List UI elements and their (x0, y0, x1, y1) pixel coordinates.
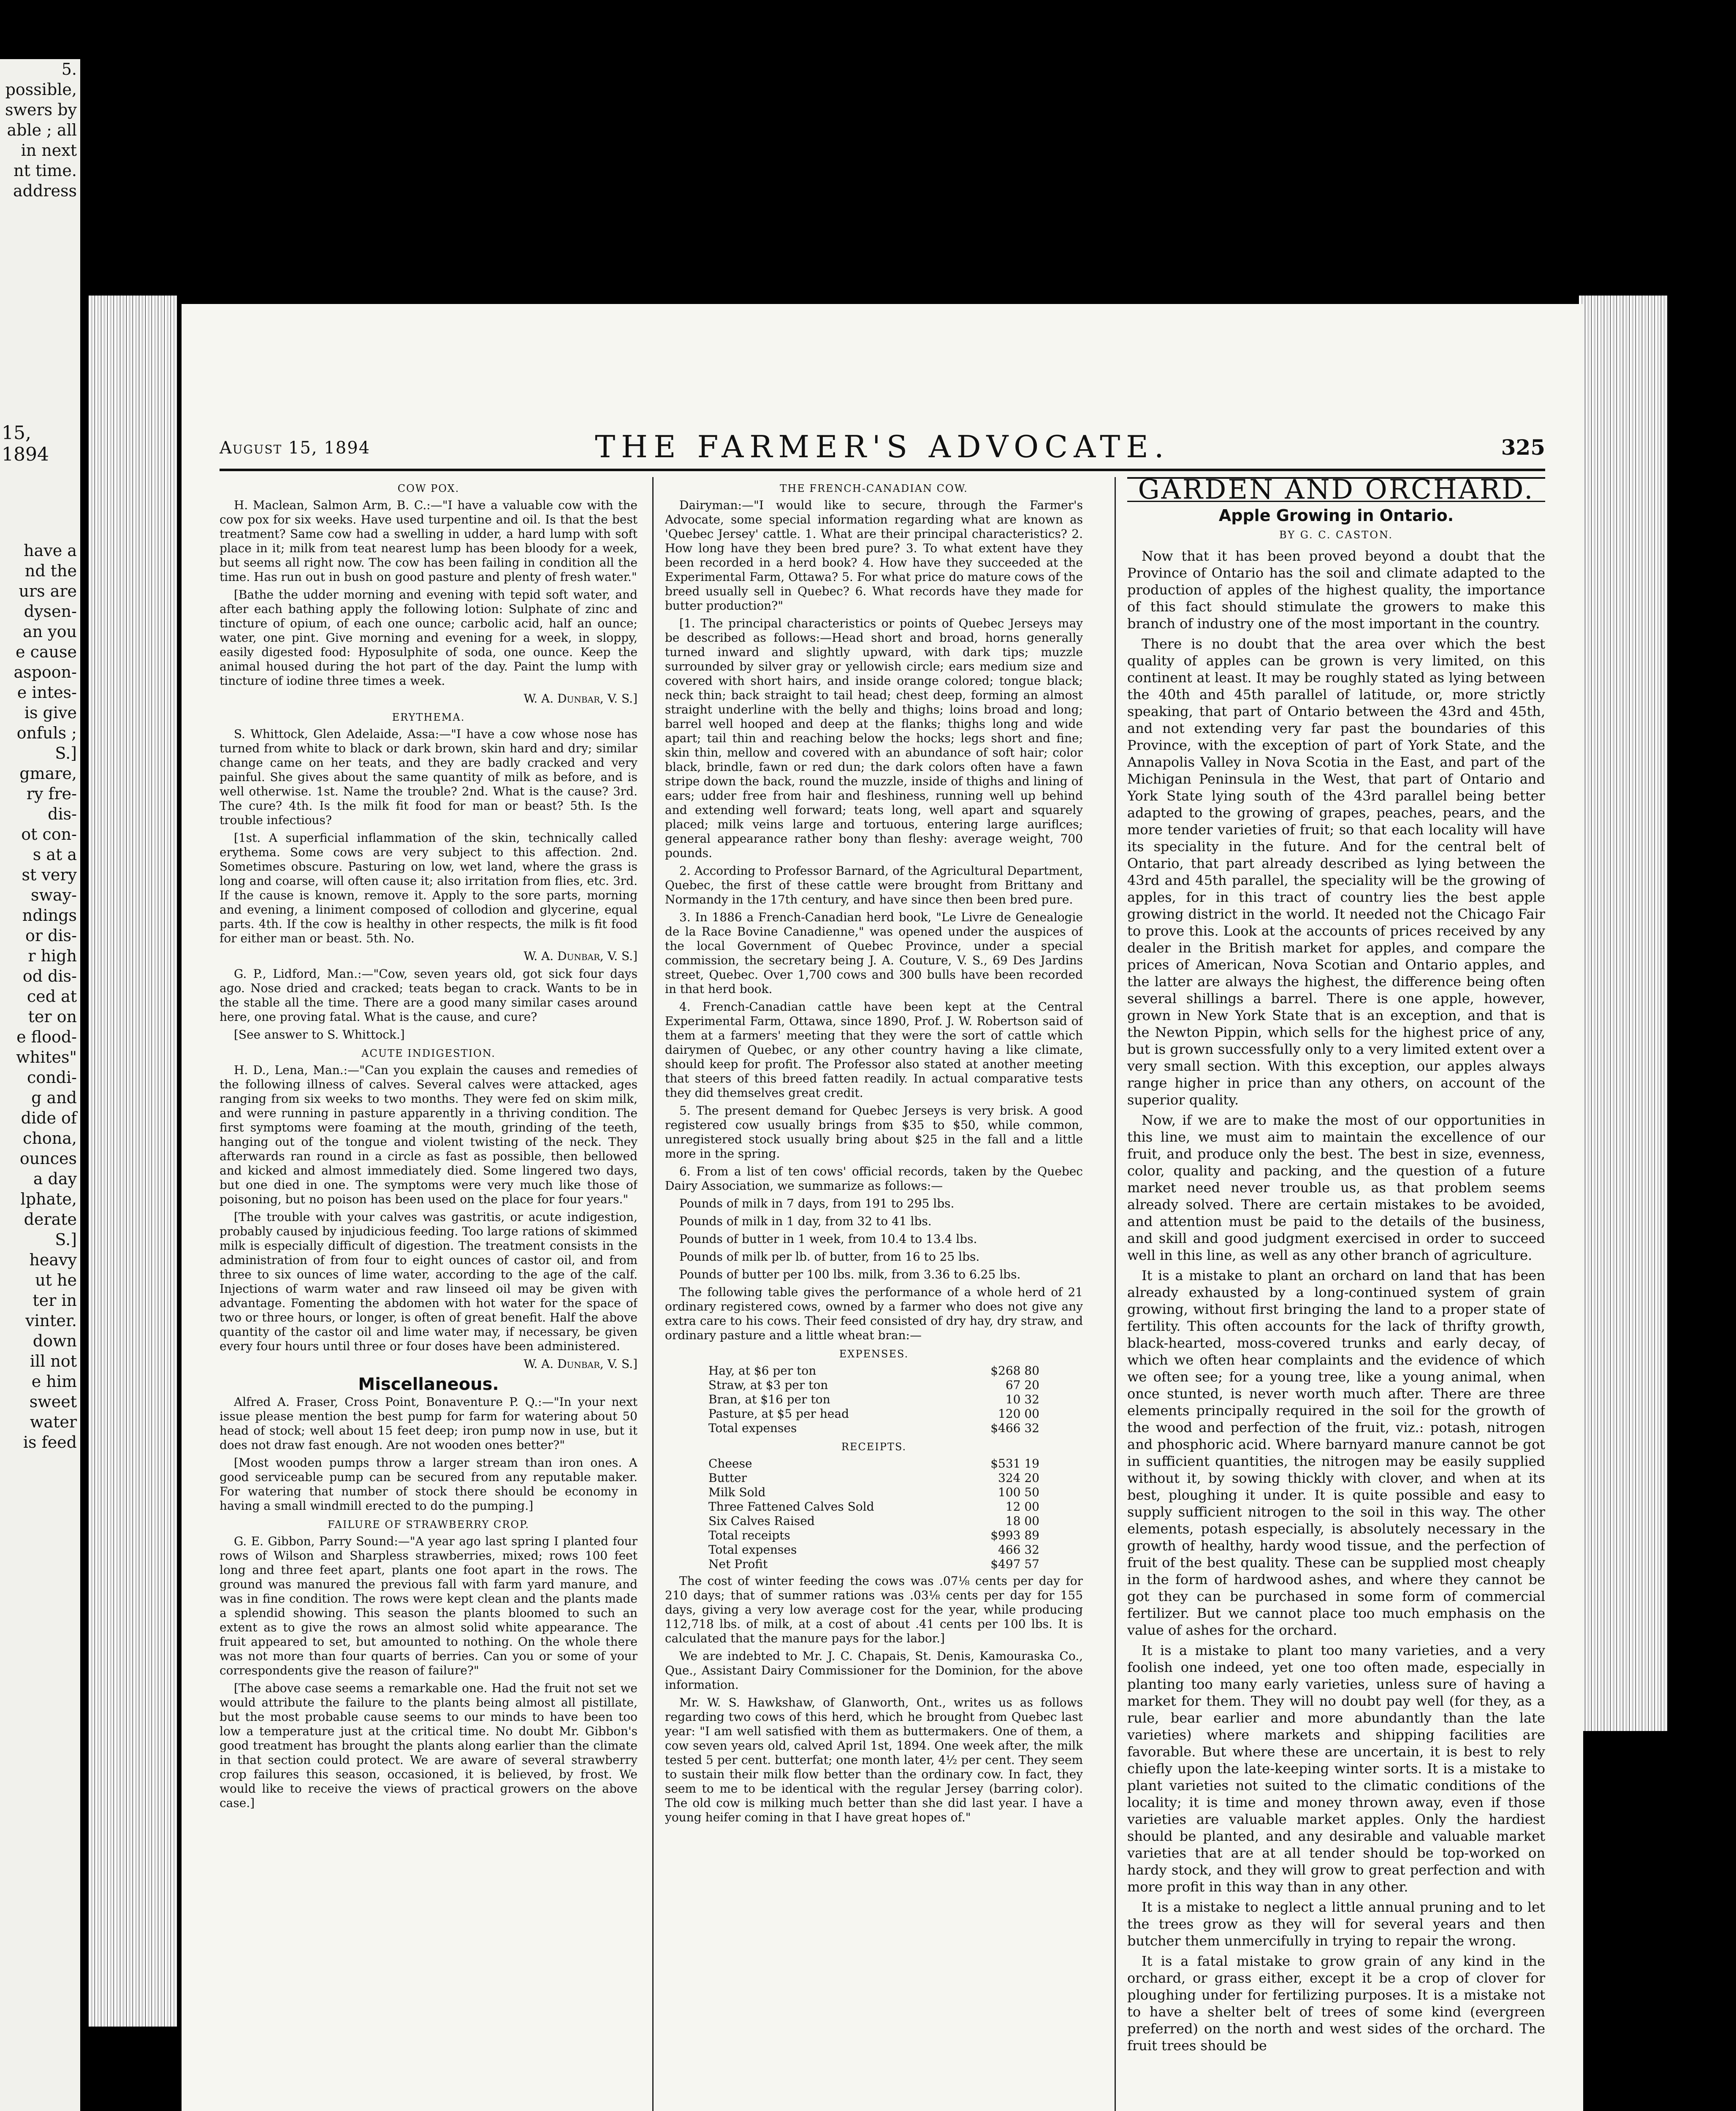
table-cell: Total receipts (708, 1528, 790, 1542)
strip-line: able ; all (7, 121, 77, 139)
strip-line: a day (33, 1169, 77, 1188)
book-page-edge-right (1579, 296, 1668, 1731)
paragraph: 2. According to Professor Barnard, of the Agricultural Department, Quebec, the first of these cattle were brought from Brittany and Normandy in the 17th century, and have since then been bred pure. (665, 864, 1083, 906)
heading-acute-indigestion: ACUTE INDIGESTION. (361, 1047, 496, 1059)
column-rule (652, 477, 654, 2111)
paragraph: Alfred A. Fraser, Cross Point, Bonaventure P. Q.:—"In your next issue please mention the best pump for farm for watering about 50 head of stock; well about 15 feet deep; iron pump now in use, but it does not draw fast enough. Are not wooden ones better?" (220, 1395, 637, 1452)
heading-miscellaneous: Miscellaneous. (358, 1375, 499, 1394)
heading-expenses: EXPENSES. (839, 1348, 909, 1360)
paragraph: S. Whittock, Glen Adelaide, Assa:—"I have a cow whose nose has turned from white to black or dark brown, skin hard and dry; similar change came on her teats, and they are badly cracked and very painful. She gives about the same quantity of milk as before, and is well otherwise. 1st. Name the trouble? 2nd. What is the cause? 3rd. The cure? 4th. Is the milk fit food for man or beast? 5th. Is the trouble infectious? (220, 727, 637, 827)
table-cell: 120 00 (998, 1407, 1039, 1421)
strip-date: 15, 1894 (2, 422, 49, 465)
table-cell: Total expenses (708, 1543, 797, 1557)
strip-line: g and (31, 1088, 77, 1107)
table-cell: $497 57 (990, 1557, 1039, 1571)
strip-line: address (13, 182, 77, 200)
table-row (707, 1543, 1041, 1557)
paragraph: It is a mistake to plant too many varieties, and a very foolish one indeed, yet one too often made, especially in planting too many early varieties, unless sure of having a market for them. They will no doubt pay well (for they, as a rule, bear earlier and more abundantly than the late varieties) where markets and shipping facilities are favorable. But where these are uncertain, it is best to rely chiefly upon the late-keeping winter sorts. It is a mistake to plant varieties not suited to the climatic conditions of the locality; it is time and money thrown away, even if those varieties are valuable market apples. Only the hardiest should be planted, and any desirable and valuable market varieties that are at all tender should be top-worked on hardy stock, and they will grow to great perfection and with more profit in this way than in any other. (1127, 1642, 1545, 1895)
strip-line: chona, (23, 1129, 77, 1148)
signature: W. A. Dunbar, V. S.] (524, 949, 637, 963)
strip-line: whites" (16, 1048, 77, 1066)
strip-line: ry fre- (26, 784, 77, 803)
strip-line: sweet (29, 1392, 77, 1411)
heading-strawberry: FAILURE OF STRAWBERRY CROP. (327, 1519, 529, 1530)
table-row (707, 1485, 1041, 1500)
column-2 (665, 477, 1083, 2111)
table-cell: Hay, at $6 per ton (708, 1364, 816, 1378)
strip-line: e him (31, 1372, 77, 1391)
strip-line: urs are (19, 582, 77, 600)
expenses-table (707, 1364, 1041, 1435)
strip-line: derate (24, 1210, 77, 1229)
strip-line: aspoon- (14, 663, 77, 681)
strip-line: s at a (33, 845, 77, 864)
table-cell: 10 32 (1005, 1392, 1039, 1406)
paragraph: It is a mistake to plant an orchard on land that has been already exhausted by a long-continued system of grain growing, without first bringing the land to a proper state of fertility. This often accounts for the lack of thrifty growth, black-hearted, moss-covered trunks and early decay, of which we often hear complaints and the evidence of which we often see; for a young tree, like a young animal, when once stunted, is never worth much after. There are three elements principally required in the soil for the growth of the wood and perfection of the fruit, viz.: potash, nitrogen and phosphoric acid. Where barnyard manure cannot be got in sufficient quantities, the nitrogen may be easily supplied without it, by sowing thickly with clover, and when at its best, ploughing it under. It is quite possible and easy to supply sufficient nitrogen to the soil in this way. The other elements, potash especially, is absolutely necessary in the growth of healthy, hardy wood tissue, and the perfection of fruit of the best quality. These can be supplied most cheaply in the form of hardwood ashes, and where they cannot be got they can be purchased in some form of commercial fertilizer. But we cannot place too much emphasis on the value of ashes for the orchard. (1127, 1267, 1545, 1638)
strip-line: gmare, (19, 764, 77, 783)
table-cell: Six Calves Raised (708, 1514, 815, 1528)
strip-line: vinter. (25, 1311, 77, 1330)
table-row (707, 1528, 1041, 1543)
table-row (707, 1421, 1041, 1435)
paragraph: [The trouble with your calves was gastritis, or acute indigestion, probably caused by injudicious feeding. Too large rations of skimmed milk is especially difficult of digestion. The treatment consists in the administration of from four to eight ounces of castor oil, and from three to six ounces of lime water, according to the age of the calf. Injections of warm water and raw linseed oil may be given with advantage. Fomenting the abdomen with hot water for the space of two or three hours, or longer, is often of great benefit. Half the above quantity of the castor oil and lime water may, if necessary, be given every four hours until three or four doses have been administered. (220, 1210, 637, 1353)
table-cell: 324 20 (998, 1471, 1039, 1485)
byline: BY G. C. CASTON. (1279, 529, 1393, 541)
paragraph: Now that it has been proved beyond a doubt that the Province of Ontario has the soil and climate adapted to the production of apples of the highest quality, the importance of this fact should stimulate the growers to make this branch of industry one of the most important in the country. (1127, 548, 1545, 632)
table-cell: $993 89 (990, 1528, 1039, 1542)
column-3 (1127, 477, 1545, 2111)
strip-line: water (30, 1413, 77, 1431)
paragraph: Now, if we are to make the most of our opportunities in this line, we must aim to maintain the excellence of our fruit, and produce only the best. The best in size, evenness, color, quality and packing, and the question of a future market need never trouble us, as that problem seems already solved. There are certain mistakes to be avoided, and attention must be paid to the details of the business, and skill and good judgment exercised in order to succeed well in this line, as well as any other branch of agriculture. (1127, 1112, 1545, 1263)
book-page-edge-left (89, 296, 177, 2027)
paragraph: G. P., Lidford, Man.:—"Cow, seven years old, got sick four days ago. Nose dried and cracked; teats began to crack. Wants to be in the stable all the time. There are a good many similar cases around here, one proving fatal. What is the cause, and cure? (220, 967, 637, 1024)
strip-line: lphate, (20, 1190, 77, 1208)
table-cell: 18 00 (1005, 1514, 1039, 1528)
strip-line: is feed (23, 1433, 77, 1452)
strip-line: ounces (19, 1149, 77, 1168)
strip-line: nt time. (14, 161, 77, 180)
table-cell: Pasture, at $5 per head (708, 1407, 849, 1421)
record-line: Pounds of butter per 100 lbs. milk, from 3.36 to 6.25 lbs. (679, 1267, 1021, 1281)
receipts-table (707, 1457, 1041, 1571)
heading-receipts: RECEIPTS. (841, 1441, 907, 1453)
record-line: Pounds of milk in 1 day, from 32 to 41 lbs. (679, 1214, 932, 1228)
paragraph: [1st. A superficial inflammation of the skin, technically called erythema. Some cows are very subject to this affection. 2nd. Sometimes obscure. Pasturing on low, wet land, where the grass is long and coarse, will often cause it; also irritation from flies, etc. 3rd. If the cause is known, remove it. Apply to the sore parts, morning and evening, a liniment composed of collodion and glycerine, equal parts. 4th. If the cow is healthy in other respects, the milk is fit food for either man or beast. 5th. No. (220, 831, 637, 945)
strip-line: have a (24, 541, 77, 560)
paragraph: It is a fatal mistake to grow grain of any kind in the orchard, or grass either, except it be a crop of clover for ploughing under for fertilizing purposes. It is a mistake not to have a shelter belt of trees of some kind (evergreen preferred) on the north and west sides of the orchard. The fruit trees should be (1127, 1953, 1545, 2054)
paragraph: G. E. Gibbon, Parry Sound:—"A year ago last spring I planted four rows of Wilson and Sharpless strawberries, mixed; rows 100 feet long and three feet apart, plants one foot apart in the rows. The ground was manured the previous fall with farm yard manure, and was in fine condition. The rows were kept clean and the plants made a splendid showing. This season the plants bloomed to such an extent as to give the rows an almost solid white appearance. The fruit appeared to set, but amounted to nothing. On the whole there was not more than four quarts of berries. Can you or some of your correspondents give the reason of failure?" (220, 1534, 637, 1677)
table-cell: Bran, at $16 per ton (708, 1392, 830, 1406)
table-cell: 466 32 (998, 1543, 1039, 1557)
strip-line: e flood- (16, 1028, 77, 1046)
table-cell: $531 19 (990, 1457, 1039, 1471)
table-row (707, 1471, 1041, 1485)
paragraph: The cost of winter feeding the cows was .07⅛ cents per day for 210 days; that of summer rations was .03⅛ cents per day for 155 days, giving a very low average cost for the year, while producing 112,718 lbs. of milk, at a cost of about .41 cents per 100 lbs. It is calculated that the manure pays for the labor.] (665, 1574, 1083, 1645)
page-number: 325 (1501, 435, 1545, 460)
heading-erythema: ERYTHEMA. (392, 711, 465, 723)
paragraph: [Most wooden pumps throw a larger stream than iron ones. A good serviceable pump can be secured from any reputable maker. For watering that number of stock there should be economy in having a small windmill erected to do the pumping.] (220, 1456, 637, 1513)
heading-cow-pox: COW POX. (397, 483, 460, 494)
article-title: Apple Growing in Ontario. (1218, 506, 1454, 525)
strip-line: onfuls ; (16, 724, 77, 742)
paragraph: We are indebted to Mr. J. C. Chapais, St. Denis, Kamouraska Co., Que., Assistant Dairy Commissioner for the Dominion, for the above information. (665, 1649, 1083, 1692)
strip-line: down (33, 1332, 77, 1350)
table-cell: Straw, at $3 per ton (708, 1378, 828, 1392)
record-line: Pounds of milk per lb. of butter, from 16 to 25 lbs. (679, 1250, 980, 1264)
table-row (707, 1407, 1041, 1421)
strip-line: swers by (5, 100, 77, 119)
table-cell: Total expenses (708, 1421, 797, 1435)
strip-line: ill not (30, 1352, 77, 1370)
strip-line: in next (21, 141, 77, 160)
signature: W. A. Dunbar, V. S.] (524, 692, 637, 705)
adjacent-page-strip (0, 59, 80, 2111)
strip-line: or dis- (25, 926, 77, 945)
page-header (220, 431, 1545, 464)
table-row (707, 1500, 1041, 1514)
strip-line: heavy (29, 1251, 77, 1269)
paragraph: H. Maclean, Salmon Arm, B. C.:—"I have a valuable cow with the cow pox for six weeks. Have used turpentine and oil. Is that the best treatment? Same cow had a swelling in udder, a hard lump with soft place in it; milk from teat nearest lump has been bloody for a week, but seems all right now. The cow has been failing in condition all the time. Has run out in bush on good pasture and plenty of fresh water." (220, 498, 637, 584)
strip-line: 5. (61, 60, 77, 79)
strip-line: ndings (22, 906, 77, 925)
table-cell: Cheese (708, 1457, 752, 1471)
heading-french-canadian-cow: THE FRENCH-CANADIAN COW. (780, 483, 968, 494)
table-cell: Net Profit (708, 1557, 768, 1571)
strip-line: r high (28, 947, 77, 965)
paragraph: 5. The present demand for Quebec Jerseys is very brisk. A good registered cow usually brings from $35 to $50, while common, unregistered stock usually bring about $25 in the fall and a little more in the spring. (665, 1104, 1083, 1161)
strip-line: S.] (55, 744, 77, 762)
column-1 (220, 477, 637, 2111)
table-cell: Three Fattened Calves Sold (708, 1500, 874, 1514)
column-rule (1115, 477, 1116, 2111)
strip-line: condi- (27, 1068, 77, 1087)
paragraph: 3. In 1886 a French-Canadian herd book, "Le Livre de Genealogie de la Race Bovine Canadienne," was opened under the auspices of the local Government of Quebec Province, under a special commission, the secretary being J. A. Couture, V. S., 69 Des Jardins street, Quebec. Over 1,700 cows and 300 bulls have been recorded in that herd book. (665, 910, 1083, 996)
header-rule (220, 469, 1545, 471)
record-line: Pounds of milk in 7 days, from 191 to 295 lbs. (679, 1197, 955, 1210)
strip-line: e cause (16, 643, 77, 661)
issue-date: August 15, 1894 (220, 438, 371, 458)
strip-line: dis- (48, 805, 77, 823)
strip-line: possible, (5, 80, 77, 99)
table-row (707, 1364, 1041, 1378)
strip-line: nd the (24, 562, 77, 580)
paragraph: [The above case seems a remarkable one. Had the fruit not set we would attribute the failure to the plants being almost all pistillate, but the most probable cause seems to our minds to have been too low a temperature just at the critical time. No doubt Mr. Gibbon's good treatment has brought the plants along earlier than the climate in that section could protect. We are aware of several strawberry crop failures this season, occasioned, it is believed, by frost. We would like to receive the views of practical growers on the above case.] (220, 1681, 637, 1810)
paragraph: It is a mistake to neglect a little annual pruning and to let the trees grow as they will for several years and then butcher them unmercifully in trying to repair the wrong. (1127, 1899, 1545, 1949)
table-cell: 100 50 (998, 1485, 1039, 1499)
paragraph: Dairyman:—"I would like to secure, through the Farmer's Advocate, some special information regarding what are known as 'Quebec Jersey' cattle. 1. What are their principal characteristics? 2. How long have they been bred pure? 3. To what extent have they been recorded in a herd book? 4. How have they succeeded at the Experimental Farm, Ottawa? 5. For what price do mature cows of the breed usually sell in Quebec? 6. What records have they made for butter production?" (665, 498, 1083, 613)
table-cell: Butter (708, 1471, 747, 1485)
paragraph: [1. The principal characteristics or points of Quebec Jerseys may be described as follows:—Head short and broad, horns generally turned inward and slightly upward, with dark tips; muzzle surrounded by silver gray or yellowish circle; ears medium size and covered with short hairs, and inside orange colored; tongue black; neck thin; back straight to tail head; chest deep, forming an almost straight underline with the belly and thighs; loins broad and long; barrel well hooped and deep at the flanks; thighs long and wide apart; tail thin and reaching below the hocks; legs short and fine; skin thin, mellow and covered with an abundance of soft hair; color black, brindle, fawn or red dun; the dark colors often have a fawn stripe down the back, round the muzzle, inside of thighs and lining of ears; udder free from hair and fleshiness, running well up behind and extending well forward; teats long, well apart and squarely placed; milk veins large and tortuous, entering large auriflces; general appearance rather bony than fleshy: average weight, 700 pounds. (665, 616, 1083, 860)
table-row (707, 1378, 1041, 1392)
table-cell: Milk Sold (708, 1485, 766, 1499)
paragraph: H. D., Lena, Man.:—"Can you explain the causes and remedies of the following illness of calves. Several calves were attacked, ages ranging from six weeks to two months. They were fed on skim milk, and were running in pasture apparently in a thriving condition. The first symptoms were foaming at the mouth, grinding of the teeth, hanging out of the tongue and violent twisting of the neck. They afterwards ran round in a circle as fast as possible, then bellowed and kicked and almost immediately died. Some lingered two days, but one died in one. The symptoms were very much like those of poisoning, but no poison has been used on the place for four years." (220, 1063, 637, 1206)
paragraph: [See answer to S. Whittock.] (234, 1028, 405, 1042)
paragraph: [Bathe the udder morning and evening with tepid soft water, and after each bathing apply the following lotion: Sulphate of zinc and tincture of opium, of each one ounce; carbolic acid, half an ounce; water, one pint. Give morning and evening for a week, in sloppy, easily digested food: Hyposulphite of soda, one ounce. Keep the animal housed during the hot part of the day. Paint the lump with tincture of iodine three times a week. (220, 588, 637, 688)
table-cell: 12 00 (1005, 1500, 1039, 1514)
strip-line: ced at (27, 987, 77, 1006)
strip-line: dysen- (24, 602, 77, 621)
table-row (707, 1392, 1041, 1407)
newspaper-page (182, 304, 1583, 2111)
strip-line: an you (22, 622, 77, 641)
strip-line: S.] (55, 1230, 77, 1249)
strip-lines (14, 540, 80, 1452)
strip-line: sway- (31, 886, 77, 904)
table-cell: $268 80 (990, 1364, 1039, 1378)
strip-line: ter in (33, 1291, 77, 1310)
table-cell: $466 32 (990, 1421, 1039, 1435)
paragraph: 4. French-Canadian cattle have been kept at the Central Experimental Farm, Ottawa, since 1890, Prof. J. W. Robertson said of them at a farmers' meeting that they were the sort of cattle which dairymen of Quebec, or any other country having a like climate, should keep for profit. The Professor also stated at another meeting that steers of this breed fatten readily. In actual comparative tests they did themselves great credit. (665, 1000, 1083, 1100)
table-cell: 67 20 (1005, 1378, 1039, 1392)
strip-line: ter on (28, 1007, 77, 1026)
table-row (707, 1514, 1041, 1528)
strip-line: od dis- (22, 967, 77, 985)
strip-line: e intes- (17, 683, 77, 702)
record-line: Pounds of butter in 1 week, from 10.4 to 13.4 lbs. (679, 1232, 977, 1246)
masthead-title: THE FARMER'S ADVOCATE. (595, 429, 1170, 464)
strip-top-lines (0, 59, 80, 201)
paragraph: Mr. W. S. Hawkshaw, of Glanworth, Ont., writes us as follows regarding two cows of this herd, which he brought from Quebec last year: "I am well satisfied with them as buttermakers. One of them, a cow seven years old, calved April 1st, 1894. One week after, the milk tested 5 per cent. butterfat; one month later, 4½ per cent. They seem to sustain their milk flow better than the ordinary cow. In fact, they seem to me to be identical with the regular Jersey (barring color). The old cow is milking much better than she did last year. I have a young heifer coming in that I have great hopes of." (665, 1696, 1083, 1824)
strip-line: is give (24, 703, 77, 722)
paragraph: 6. From a list of ten cows' official records, taken by the Quebec Dairy Association, we summarize as follows:— (665, 1164, 1083, 1193)
paragraph: There is no doubt that the area over which the best quality of apples can be grown is very limited, on this continent at least. It may be roughly stated as lying between the 40th and 45th parallel of latitude, or, more strictly speaking, that part of Ontario between the 43rd and 45th, and not extending very far past the boundaries of this Province, with the exception of part of York State, and the Annapolis Valley in Nova Scotia in the East, and part of the Michigan Peninsula in the West, that part of Ontario and York State lying south of the 43rd parallel being better adapted to the growing of grapes, peaches, pears, and the more tender varieties of fruit; so that each locality will have its speciality in the future. And for the central belt of Ontario, that part already described as lying between the 43rd and 45th parallel, the speciality will be the growing of apples, for in this tract of country lies the best apple growing district in the world. It needed not the Chicago Fair to prove this. Look at the accounts of prices received by any dealer in the British market for apples, and compare the prices of American, Nova Scotian and Ontario apples, and the latter are always the highest, the difference being often several shillings a barrel. There is one apple, however, grown in New York State that is an exception, and that is the Newton Pippin, which sells for the highest price of any, but is grown successfully only to a very limited extent over a very small section. With this exception, our apples always range higher in price than any others, on account of the superior quality. (1127, 636, 1545, 1108)
table-row (707, 1457, 1041, 1471)
section-heading: GARDEN AND ORCHARD. (1127, 477, 1545, 502)
strip-line: st very (22, 866, 77, 884)
strip-line: ut he (35, 1271, 77, 1289)
table-row (707, 1557, 1041, 1571)
signature: W. A. Dunbar, V. S.] (524, 1357, 637, 1371)
paragraph: The following table gives the performance of a whole herd of 21 ordinary registered cows, owned by a farmer who does not give any extra care to his cows. Their feed consisted of dry hay, dry straw, and ordinary pasture and a little wheat bran:— (665, 1285, 1083, 1342)
strip-line: ot con- (21, 825, 77, 844)
strip-line: dide of (21, 1109, 77, 1127)
